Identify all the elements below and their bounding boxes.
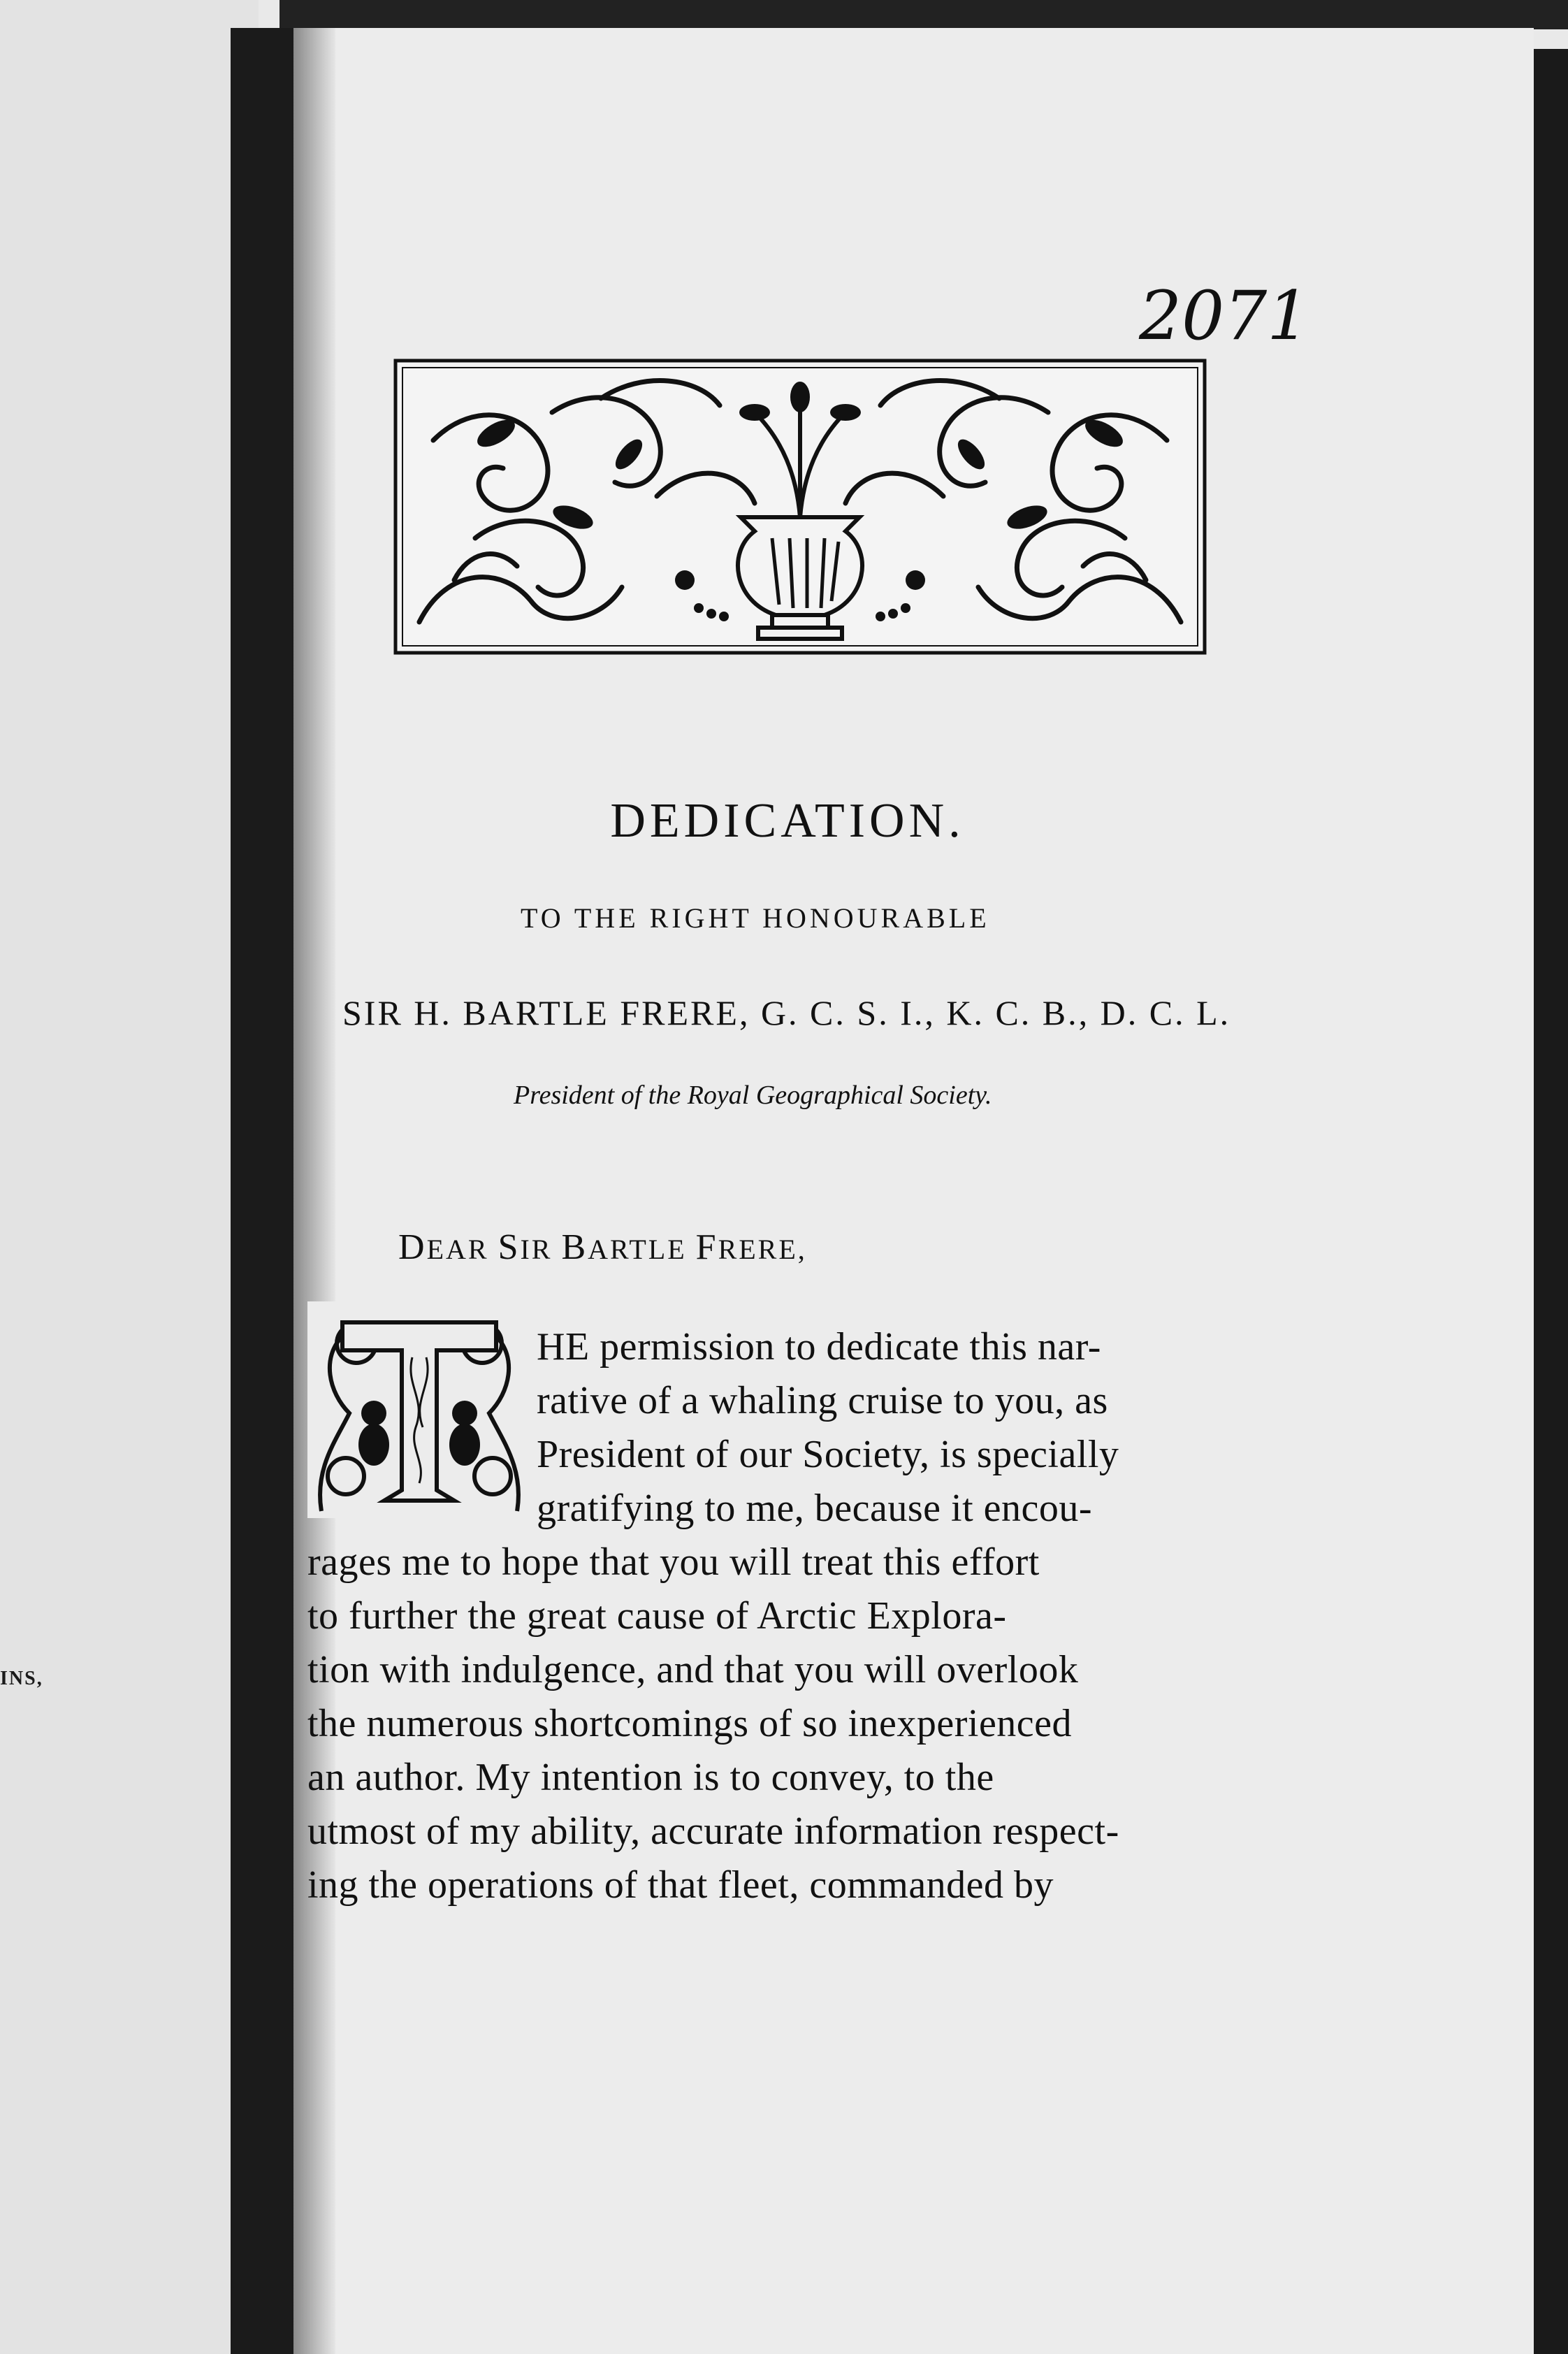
to-line: TO THE RIGHT HONOURABLE — [521, 902, 990, 934]
salutation-small-artle: ARTLE — [588, 1234, 696, 1265]
salutation-small-ir: IR — [520, 1234, 562, 1265]
body-line-5: rages me to hope that you will treat this effort — [307, 1540, 1040, 1584]
body-line-6: to further the great cause of Arctic Explora- — [307, 1594, 1007, 1638]
gutter-shadow — [293, 28, 335, 2354]
decorated-drop-cap — [307, 1301, 531, 1518]
salutation-small-rere: RERE, — [718, 1234, 807, 1265]
body-line-4: gratifying to me, because it encou- — [537, 1487, 1092, 1530]
body-line-2: rative of a whaling cruise to you, as — [537, 1379, 1108, 1422]
body-line-11: ing the operations of that fleet, commanded by — [307, 1863, 1054, 1907]
president-line: President of the Royal Geographical Society. — [514, 1081, 992, 1110]
left-facing-page — [0, 0, 259, 2354]
body-line-7: tion with indulgence, and that you will overlook — [307, 1648, 1079, 1691]
salutation-small-ear: EAR — [426, 1234, 498, 1265]
page-top-edge — [280, 0, 1568, 29]
salutation-cap-f: F — [695, 1227, 718, 1267]
book-gutter — [231, 28, 293, 2354]
handwritten-shelfmark — [1132, 276, 1356, 360]
svg-text:2071: 2071 — [1139, 277, 1310, 355]
dedication-title-text: DEDICATION. — [610, 794, 965, 848]
body-line-9: an author. My intention is to convey, to the — [307, 1756, 994, 1799]
left-page-fragment: INS, — [0, 1668, 43, 1689]
page-right-edge — [1534, 49, 1568, 2354]
body-line-10: utmost of my ability, accurate information respect- — [307, 1810, 1119, 1853]
salutation-cap-b: B — [561, 1227, 588, 1267]
dedication-title — [0, 793, 1568, 849]
body-line-3: President of our Society, is specially — [537, 1433, 1119, 1476]
salutation-cap-d: D — [398, 1227, 427, 1267]
salutation — [398, 1227, 957, 1268]
body-line-8: the numerous shortcomings of so inexperienced — [307, 1702, 1073, 1745]
dedicatee-name: SIR H. BARTLE FRERE, G. C. S. I., K. C. B., D. C. L. — [342, 993, 1231, 1032]
body-line-1: HE permission to dedicate this nar- — [537, 1325, 1101, 1369]
salutation-cap-s: S — [498, 1227, 521, 1267]
floral-vase-ornament-icon — [391, 356, 1209, 657]
